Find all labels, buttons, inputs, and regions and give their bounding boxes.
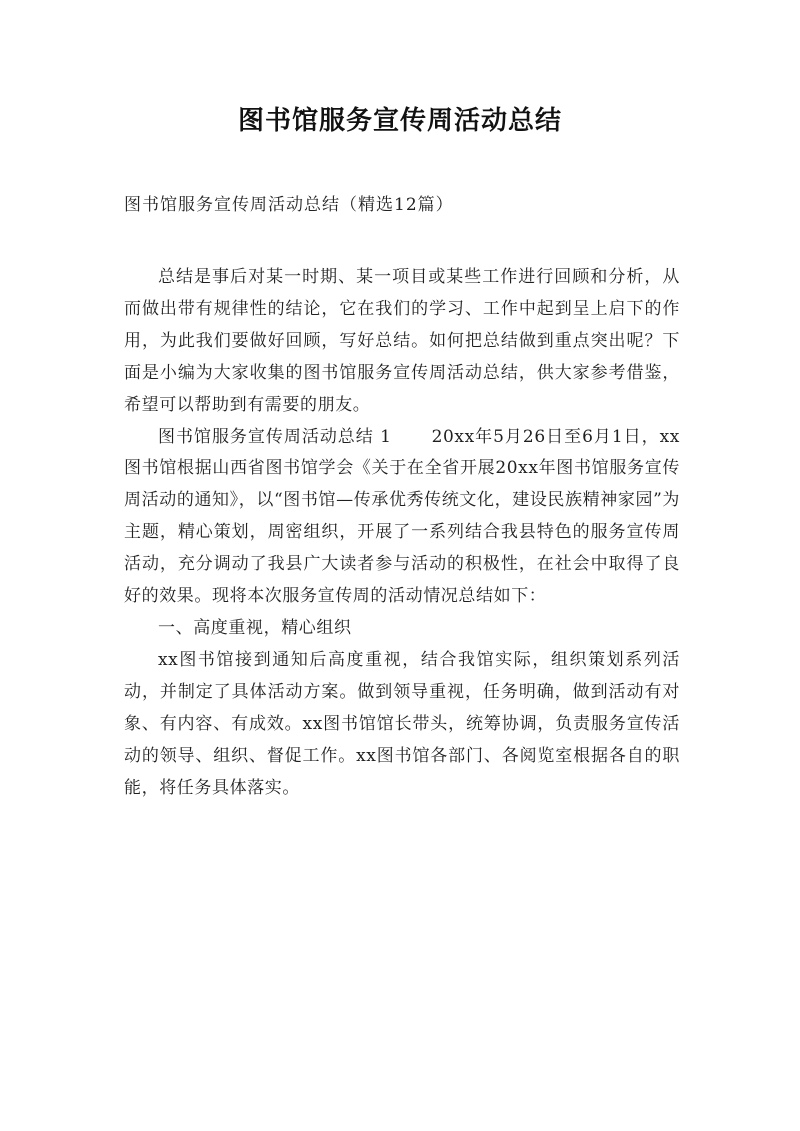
summary-text: 20xx年5月26日至6月1日，xx图书馆根据山西省图书馆学会《关于在全省开展20xx年图书馆服务宣传周活动的通知》，以“图书馆—传承优秀传统文化，建设民族精神家园”为主题，精心策划，周密组织，开展了一系列结合我县特色的服务宣传周活动，充分调动了我县广大读者参与活动的积极性，在社会中取得了良好的效果。现将本次服务宣传周的活动情况总结如下： bbox=[124, 426, 680, 607]
section-heading: 图书馆服务宣传周活动总结 1 bbox=[158, 426, 392, 447]
document-body bbox=[124, 262, 680, 804]
document-title: 图书馆服务宣传周活动总结 bbox=[237, 106, 562, 136]
document-subtitle: 图书馆服务宣传周活动总结（精选12篇） bbox=[124, 195, 454, 215]
summary-paragraph bbox=[124, 422, 680, 613]
intro-paragraph: 总结是事后对某一时期、某一项目或某些工作进行回顾和分析，从而做出带有规律性的结论，它在我们的学习、工作中起到呈上启下的作用，为此我们要做好回顾，写好总结。如何把总结做到重点突出呢？下面是小编为大家收集的图书馆服务宣传周活动总结，供大家参考借鉴，希望可以帮助到有需要的朋友。 bbox=[124, 267, 680, 415]
point-one-paragraph: xx图书馆接到通知后高度重视，结合我馆实际，组织策划系列活动，并制定了具体活动方案。做到领导重视，任务明确，做到活动有对象、有内容、有成效。xx图书馆馆长带头，统筹协调，负责服务宣传活动的领导、组织、督促工作。xx图书馆各部门、各阅览室根据各自的职能，将任务具体落实。 bbox=[124, 649, 680, 798]
point-one-heading: 一、高度重视，精心组织 bbox=[158, 617, 352, 638]
